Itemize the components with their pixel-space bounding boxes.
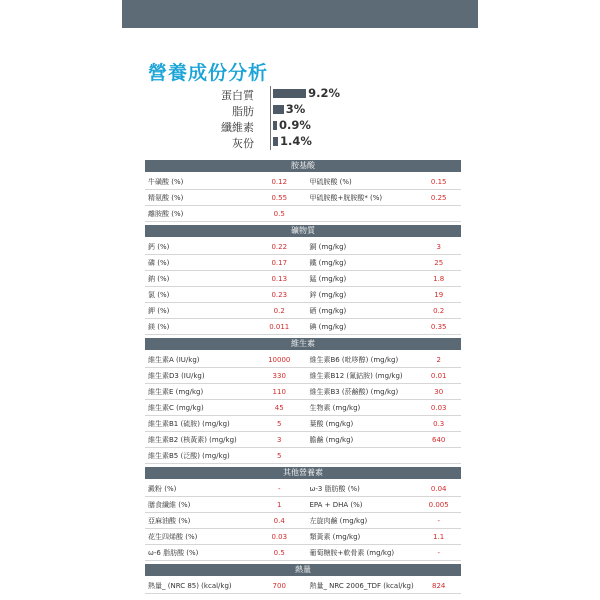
nutrient-name-text: 維生素A (IU/kg) bbox=[148, 355, 200, 364]
nutrient-name bbox=[145, 513, 257, 528]
nutrient-value bbox=[416, 352, 461, 367]
table-section bbox=[145, 225, 461, 335]
nutrient-value bbox=[416, 497, 461, 512]
nutrient-name bbox=[145, 416, 257, 431]
nutrient-name-text: 甲硫胺酸 (%) bbox=[309, 177, 352, 186]
table-row bbox=[145, 174, 461, 190]
nutrient-name-text: 維生素C (mg/kg) bbox=[148, 403, 204, 412]
nutrient-value bbox=[416, 368, 461, 383]
nutrient-value-text: 330 bbox=[272, 371, 286, 380]
nutrient-name-text: 鈉 (%) bbox=[148, 274, 170, 283]
nutrient-value-text: 0.5 bbox=[273, 209, 285, 218]
nutrient-name-text: 維生素E (mg/kg) bbox=[148, 387, 204, 396]
summary-bar bbox=[273, 105, 284, 114]
nutrient-name-text: 銅 (mg/kg) bbox=[309, 242, 347, 251]
nutrient-value bbox=[257, 448, 302, 463]
table-row bbox=[145, 368, 461, 384]
nutrient-name bbox=[307, 384, 416, 399]
nutrient-value-text: 0.15 bbox=[430, 177, 447, 186]
summary-bar bbox=[273, 89, 306, 98]
nutrient-value bbox=[416, 384, 461, 399]
top-banner bbox=[122, 0, 478, 28]
nutrient-name bbox=[307, 481, 416, 496]
nutrient-name bbox=[145, 287, 257, 302]
nutrient-value-text: 0.13 bbox=[271, 274, 288, 283]
nutrient-value bbox=[416, 239, 461, 254]
summary-value: 1.4% bbox=[280, 134, 312, 148]
nutrient-name-text: 熱量_ (NRC 85) (kcal/kg) bbox=[148, 581, 232, 590]
nutrient-value bbox=[257, 287, 302, 302]
nutrient-name-text: 錳 (mg/kg) bbox=[309, 274, 347, 283]
nutrient-value bbox=[257, 529, 302, 544]
nutrient-name bbox=[307, 239, 416, 254]
nutrient-name-text: 澱粉 (%) bbox=[148, 484, 177, 493]
summary-value: 9.2% bbox=[308, 86, 341, 100]
nutrient-value bbox=[257, 513, 302, 528]
nutrient-value bbox=[416, 287, 461, 302]
nutrient-value bbox=[416, 271, 461, 286]
nutrient-name bbox=[307, 497, 416, 512]
nutrient-value-text: 0.03 bbox=[430, 403, 447, 412]
nutrient-value bbox=[416, 432, 461, 447]
nutrient-value-text: 0.03 bbox=[271, 532, 288, 541]
nutrient-value bbox=[416, 416, 461, 431]
table-row bbox=[145, 255, 461, 271]
nutrient-name-text: 膳食纖維 (%) bbox=[148, 500, 191, 509]
nutrient-value-text: 3 bbox=[436, 242, 441, 251]
nutrient-name-text: 甲硫胺酸+胱胺酸* (%) bbox=[309, 193, 383, 202]
nutrient-name-text: 牛磺酸 (%) bbox=[148, 177, 184, 186]
nutrient-name-text: 葡萄糖胺+軟骨素 (mg/kg) bbox=[309, 548, 395, 557]
nutrient-value-text: 10000 bbox=[268, 355, 291, 364]
table-row bbox=[145, 545, 461, 561]
summary-row bbox=[200, 118, 460, 134]
nutrient-value-text: 0.011 bbox=[269, 322, 290, 331]
nutrient-name bbox=[145, 271, 257, 286]
summary-axis bbox=[270, 134, 271, 150]
table-row bbox=[145, 206, 461, 222]
nutrient-name bbox=[307, 352, 416, 367]
nutrient-name bbox=[145, 352, 257, 367]
table-row bbox=[145, 416, 461, 432]
nutrient-name-text: 氯 (%) bbox=[148, 290, 170, 299]
nutrient-value bbox=[416, 481, 461, 496]
nutrient-name-text: 鈣 (%) bbox=[148, 242, 170, 251]
nutrient-name bbox=[145, 239, 257, 254]
nutrient-name-text: 精氨酸 (%) bbox=[148, 193, 184, 202]
nutrient-name-text: 維生素B1 (硫胺) (mg/kg) bbox=[148, 419, 230, 428]
nutrient-value-text: 0.3 bbox=[433, 419, 445, 428]
nutrient-value bbox=[257, 352, 302, 367]
summary-value: 3% bbox=[285, 102, 306, 116]
nutrient-value bbox=[257, 271, 302, 286]
nutrient-name-text: ω-6 脂肪酸 (%) bbox=[148, 548, 199, 557]
summary-label: 纖維素 bbox=[221, 121, 254, 134]
nutrient-value bbox=[416, 255, 461, 270]
nutrient-value-text: 0.2 bbox=[433, 306, 445, 315]
nutrient-value bbox=[257, 190, 302, 205]
nutrient-value-text: 0.22 bbox=[271, 242, 288, 251]
nutrient-name bbox=[307, 174, 416, 189]
table-section bbox=[145, 160, 461, 222]
summary-row bbox=[200, 102, 460, 118]
summary-bar-chart bbox=[200, 86, 460, 150]
nutrient-name-text: 維生素B5 (泛酸) (mg/kg) bbox=[148, 451, 230, 460]
nutrient-value bbox=[257, 206, 302, 221]
nutrient-name-text: 維生素B12 (氰鈷胺) (mg/kg) bbox=[309, 371, 403, 380]
nutrient-value-text: 0.04 bbox=[430, 484, 447, 493]
nutrient-value bbox=[257, 481, 302, 496]
table-row bbox=[145, 352, 461, 368]
summary-label: 灰份 bbox=[232, 137, 254, 150]
nutrient-value bbox=[416, 529, 461, 544]
table-row bbox=[145, 319, 461, 335]
nutrient-value bbox=[257, 384, 302, 399]
table-row bbox=[145, 578, 461, 594]
nutrient-value-text: - bbox=[437, 516, 440, 525]
nutrient-name-text: 亞麻油酸 (%) bbox=[148, 516, 191, 525]
section-header: 熱量 bbox=[145, 564, 461, 576]
summary-label: 脂肪 bbox=[232, 105, 254, 118]
summary-bar bbox=[273, 121, 277, 130]
nutrient-value bbox=[416, 578, 461, 593]
nutrient-name bbox=[307, 206, 416, 221]
nutrient-value-text: 1.1 bbox=[433, 532, 445, 541]
nutrient-value-text: 0.35 bbox=[430, 322, 447, 331]
nutrient-name-text: 膽鹼 (mg/kg) bbox=[309, 435, 354, 444]
table-row bbox=[145, 190, 461, 206]
nutrient-name bbox=[307, 303, 416, 318]
section-header: 其他營養素 bbox=[145, 467, 461, 479]
nutrient-value-text: 0.5 bbox=[273, 548, 285, 557]
nutrient-name bbox=[307, 190, 416, 205]
section-header: 礦物質 bbox=[145, 225, 461, 237]
nutrient-name-text: 鐵 (mg/kg) bbox=[309, 258, 347, 267]
nutrient-value-text: 0.01 bbox=[430, 371, 447, 380]
table-row bbox=[145, 432, 461, 448]
section-header: 胺基酸 bbox=[145, 160, 461, 172]
nutrient-value-text: 824 bbox=[432, 581, 446, 590]
nutrient-name-text: 碘 (mg/kg) bbox=[309, 322, 347, 331]
nutrient-value bbox=[416, 174, 461, 189]
nutrient-value bbox=[257, 303, 302, 318]
nutrient-value bbox=[416, 448, 461, 463]
nutrient-name-text: 硒 (mg/kg) bbox=[309, 306, 347, 315]
nutrient-name bbox=[145, 319, 257, 334]
summary-axis bbox=[270, 118, 271, 134]
nutrient-name bbox=[307, 545, 416, 560]
nutrient-name-text: 維生素B3 (菸鹼酸) (mg/kg) bbox=[309, 387, 399, 396]
nutrient-name-text: 鉀 (%) bbox=[148, 306, 170, 315]
nutrient-value-text: 3 bbox=[277, 435, 282, 444]
table-row bbox=[145, 481, 461, 497]
nutrient-value bbox=[416, 206, 461, 221]
nutrient-name bbox=[307, 432, 416, 447]
table-section bbox=[145, 564, 461, 594]
table-row bbox=[145, 529, 461, 545]
nutrient-name bbox=[307, 416, 416, 431]
summary-value: 0.9% bbox=[279, 118, 311, 132]
nutrient-name bbox=[145, 497, 257, 512]
nutrient-value bbox=[416, 190, 461, 205]
nutrient-name bbox=[307, 271, 416, 286]
nutrient-name bbox=[145, 448, 257, 463]
nutrient-value-text: 2 bbox=[436, 355, 441, 364]
nutrient-name bbox=[145, 368, 257, 383]
nutrient-value bbox=[257, 174, 302, 189]
nutrient-name bbox=[145, 400, 257, 415]
nutrient-value bbox=[257, 319, 302, 334]
table-row bbox=[145, 384, 461, 400]
nutrient-name-text: 左旋肉鹼 (mg/kg) bbox=[309, 516, 368, 525]
nutrient-value-text: 640 bbox=[432, 435, 446, 444]
nutrient-name-text: 類黃素 (mg/kg) bbox=[309, 532, 361, 541]
nutrient-name bbox=[145, 432, 257, 447]
nutrient-value-text: 5 bbox=[277, 451, 282, 460]
summary-axis bbox=[270, 86, 271, 102]
nutrient-value-text: 700 bbox=[272, 581, 286, 590]
nutrient-name bbox=[307, 400, 416, 415]
nutrient-name bbox=[307, 255, 416, 270]
nutrient-name bbox=[145, 384, 257, 399]
nutrient-value bbox=[257, 416, 302, 431]
nutrient-name bbox=[145, 206, 257, 221]
nutrient-value bbox=[257, 255, 302, 270]
nutrient-value bbox=[257, 497, 302, 512]
nutrient-name bbox=[307, 529, 416, 544]
nutrient-name-text: 維生素B2 (核黃素) (mg/kg) bbox=[148, 435, 237, 444]
table-row bbox=[145, 239, 461, 255]
nutrient-value bbox=[257, 578, 302, 593]
nutrient-value-text: 0.12 bbox=[271, 177, 288, 186]
table-section bbox=[145, 467, 461, 561]
table-row bbox=[145, 303, 461, 319]
nutrient-value-text: 0.4 bbox=[273, 516, 285, 525]
summary-row bbox=[200, 134, 460, 150]
nutrient-name bbox=[145, 174, 257, 189]
nutrient-name bbox=[145, 578, 257, 593]
table-section bbox=[145, 338, 461, 464]
nutrient-name bbox=[145, 303, 257, 318]
nutrient-name-text: 維生素D3 (IU/kg) bbox=[148, 371, 205, 380]
table-row bbox=[145, 400, 461, 416]
nutrient-value-text: 0.17 bbox=[271, 258, 288, 267]
nutrient-name bbox=[307, 448, 416, 463]
nutrient-name bbox=[145, 190, 257, 205]
nutrient-value-text: 45 bbox=[274, 403, 284, 412]
nutrient-name bbox=[307, 578, 416, 593]
nutrient-name bbox=[307, 319, 416, 334]
nutrient-name-text: 磷 (%) bbox=[148, 258, 170, 267]
nutrient-value-text: 1.8 bbox=[433, 274, 445, 283]
table-row bbox=[145, 513, 461, 529]
nutrient-name bbox=[307, 368, 416, 383]
nutrient-value-text: 19 bbox=[434, 290, 444, 299]
nutrient-value-text: 0.23 bbox=[271, 290, 288, 299]
nutrient-value-text: - bbox=[437, 548, 440, 557]
nutrient-name-text: 葉酸 (mg/kg) bbox=[309, 419, 354, 428]
nutrient-value bbox=[257, 239, 302, 254]
nutrient-value-text: 0.2 bbox=[273, 306, 285, 315]
table-row bbox=[145, 448, 461, 464]
summary-label: 蛋白質 bbox=[221, 89, 254, 102]
nutrient-value-text: 110 bbox=[272, 387, 286, 396]
nutrient-value-text: 0.55 bbox=[271, 193, 288, 202]
summary-axis bbox=[270, 102, 271, 118]
nutrient-value-text: 0.25 bbox=[430, 193, 447, 202]
nutrient-value-text: 1 bbox=[277, 500, 282, 509]
nutrient-value-text: 5 bbox=[277, 419, 282, 428]
nutrient-name bbox=[145, 529, 257, 544]
nutrient-value bbox=[257, 545, 302, 560]
table-row bbox=[145, 271, 461, 287]
nutrient-value bbox=[416, 303, 461, 318]
nutrient-value-text: 30 bbox=[434, 387, 444, 396]
nutrient-value bbox=[416, 513, 461, 528]
nutrient-name bbox=[145, 481, 257, 496]
nutrient-value bbox=[416, 319, 461, 334]
nutrition-table bbox=[145, 160, 461, 597]
nutrient-value-text: 25 bbox=[434, 258, 444, 267]
nutrient-name bbox=[145, 545, 257, 560]
nutrient-value bbox=[416, 545, 461, 560]
nutrient-name bbox=[307, 287, 416, 302]
nutrient-name-text: ω-3 脂肪酸 (%) bbox=[309, 484, 360, 493]
nutrient-value-text: - bbox=[277, 484, 281, 493]
section-header: 維生素 bbox=[145, 338, 461, 350]
table-row bbox=[145, 287, 461, 303]
nutrient-name-text: 生物素 (mg/kg) bbox=[309, 403, 361, 412]
table-row bbox=[145, 497, 461, 513]
nutrient-value bbox=[257, 368, 302, 383]
summary-row bbox=[200, 86, 460, 102]
nutrient-name bbox=[307, 513, 416, 528]
summary-bar bbox=[273, 137, 278, 146]
page-title: 營養成份分析 bbox=[148, 62, 269, 84]
nutrient-value bbox=[257, 432, 302, 447]
nutrient-name-text: 花生四烯酸 (%) bbox=[148, 532, 198, 541]
nutrient-name-text: 熱量_ NRC 2006_TDF (kcal/kg) bbox=[309, 581, 414, 590]
nutrient-name-text: EPA + DHA (%) bbox=[309, 500, 363, 509]
nutrient-name bbox=[145, 255, 257, 270]
nutrient-value bbox=[257, 400, 302, 415]
nutrient-name-text: 鋅 (mg/kg) bbox=[309, 290, 347, 299]
nutrient-name-text: 鎂 (%) bbox=[148, 322, 170, 331]
nutrient-value bbox=[416, 400, 461, 415]
nutrient-value-text: 0.005 bbox=[428, 500, 449, 509]
nutrient-name-text: 離胺酸 (%) bbox=[148, 209, 184, 218]
nutrient-name-text: 維生素B6 (吡哆醇) (mg/kg) bbox=[309, 355, 399, 364]
